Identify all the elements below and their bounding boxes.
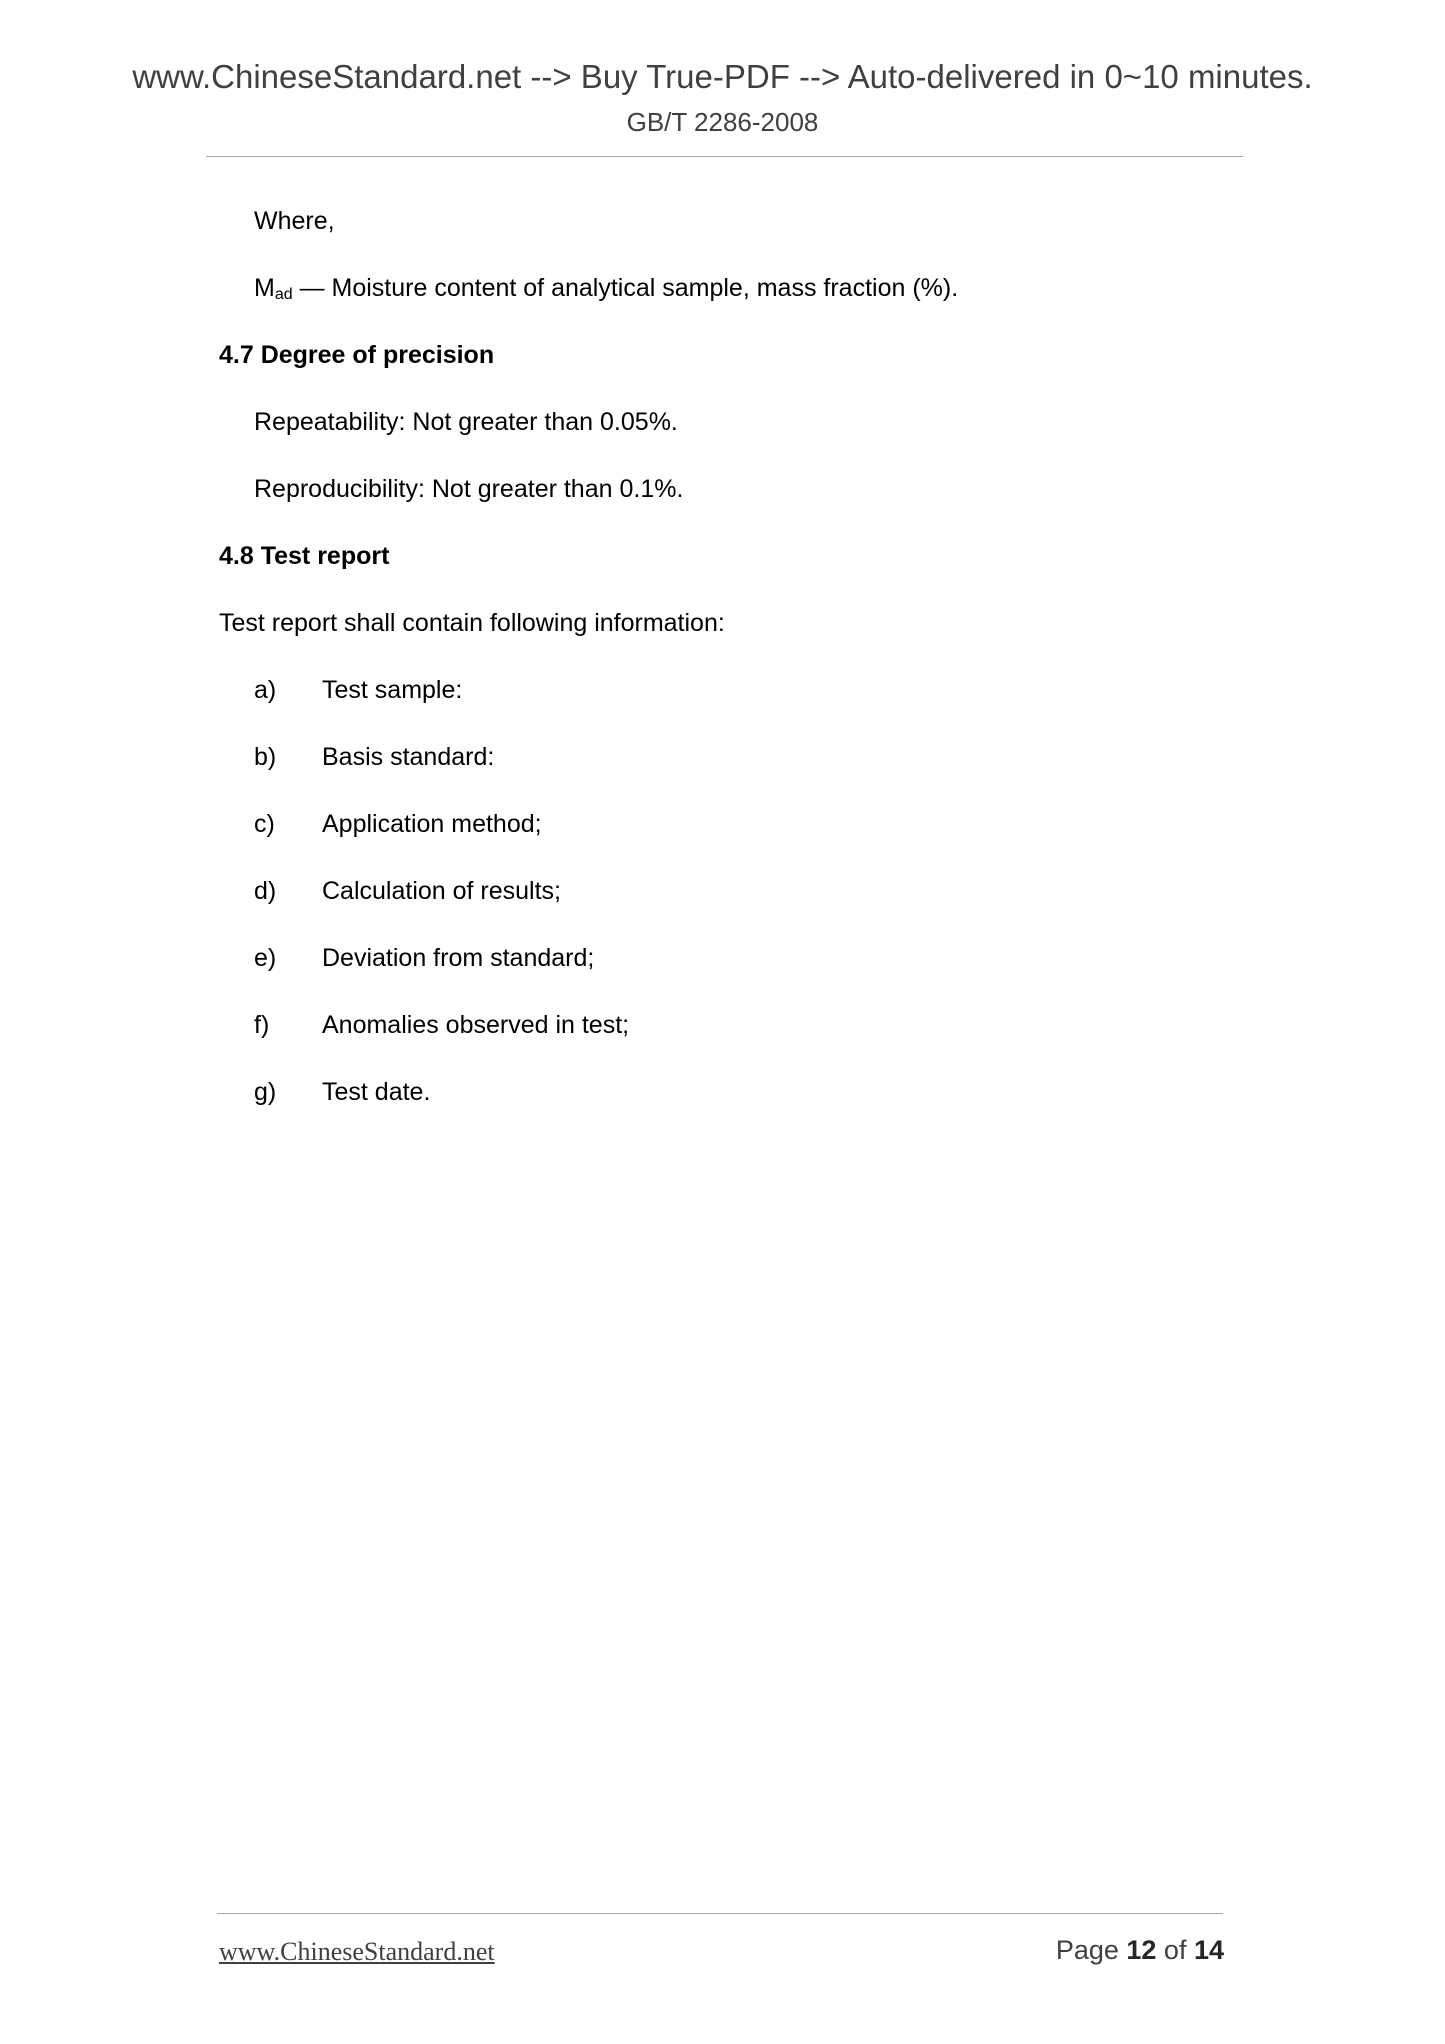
section-4-7-heading: 4.7 Degree of precision <box>219 341 495 369</box>
mad-symbol: M <box>254 274 275 302</box>
list-item-text: Test sample: <box>322 676 463 704</box>
report-intro-text: Test report shall contain following information: <box>219 609 725 637</box>
list-item-text: Test date. <box>322 1078 431 1106</box>
page-current: 12 <box>1126 1935 1157 1965</box>
page-word: Page <box>1055 1935 1127 1965</box>
list-item-text: Basis standard: <box>322 743 495 771</box>
list-marker: d) <box>254 877 277 905</box>
where-label: Where, <box>254 207 335 235</box>
mad-definition-line <box>254 272 958 311</box>
header-standard-code: GB/T 2286-2008 <box>626 107 819 137</box>
page-of: of <box>1156 1935 1194 1965</box>
header-divider <box>206 156 1243 157</box>
footer-site-link[interactable]: www.ChineseStandard.net <box>219 1937 495 1966</box>
list-marker: b) <box>254 743 277 771</box>
list-item-text: Anomalies observed in test; <box>322 1011 630 1039</box>
list-item-text: Deviation from standard; <box>322 944 595 972</box>
list-marker: e) <box>254 944 277 972</box>
list-item-text: Application method; <box>322 810 542 838</box>
list-marker: g) <box>254 1078 277 1106</box>
section-4-8-heading: 4.8 Test report <box>219 542 390 570</box>
page-indicator <box>1056 1935 1224 1966</box>
list-item-text: Calculation of results; <box>322 877 562 905</box>
repeatability-text: Repeatability: Not greater than 0.05%. <box>254 408 678 436</box>
mad-subscript: ad <box>274 286 293 303</box>
footer-divider <box>217 1913 1223 1914</box>
list-marker: f) <box>254 1011 270 1039</box>
header-site-banner: www.ChineseStandard.net --> Buy True-PDF --> Auto-delivered in 0~10 minutes. <box>132 58 1313 95</box>
mad-definition-text: — Moisture content of analytical sample, mass fraction (%). <box>292 274 959 302</box>
list-marker: a) <box>254 676 277 704</box>
reproducibility-text: Reproducibility: Not greater than 0.1%. <box>254 475 684 503</box>
list-marker: c) <box>254 810 275 838</box>
page-total: 14 <box>1193 1935 1224 1965</box>
